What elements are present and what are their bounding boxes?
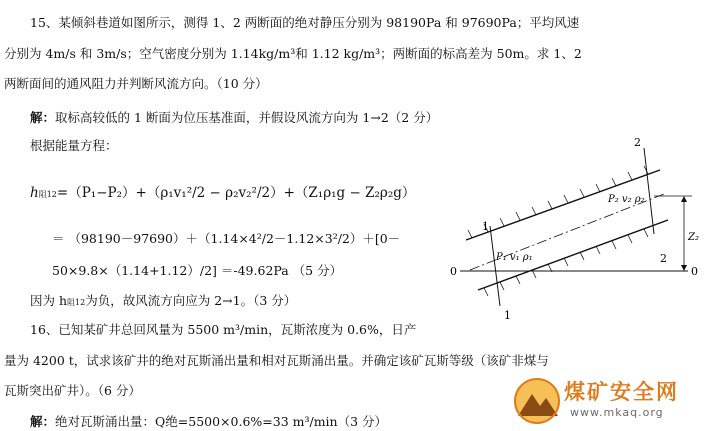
- label-0-right: 0: [691, 265, 698, 278]
- label-1-bottom: 1: [504, 309, 511, 322]
- energy-equation-heading: 根据能量方程：: [30, 138, 118, 153]
- solution-label: 解：: [30, 110, 56, 125]
- conclusion-b: 为负，故风流方向应为 2→1。（3 分）: [85, 293, 297, 308]
- formula-lhs: h: [30, 185, 39, 201]
- q15-line1: 15、某倾斜巷道如图所示，测得 1、2 两断面的绝对静压分别为 98190Pa 和 97690Pa；平均风速: [30, 15, 580, 30]
- q15-line2: 分别为 4m/s 和 3m/s；空气密度分别为 1.14kg/m³和 1.12 kg/m³；两断面的标高差为 50m。求 1、2: [4, 46, 582, 61]
- calc-line2: 50×9.8×（1.14+1.12）/2] ＝-49.62Pa （5 分）: [52, 263, 343, 278]
- q16-line1: 16、已知某矿井总回风量为 5500 m³/min，瓦斯浓度为 0.6%，日产: [30, 322, 417, 337]
- watermark-url: www.mkaq.org: [570, 406, 664, 419]
- label-0-left: 0: [450, 265, 457, 278]
- upper-wall: [466, 170, 660, 240]
- formula-part1: =（P₁−P₂）+（: [56, 185, 161, 201]
- q16-line2: 量为 4200 t，试求该矿井的绝对瓦斯涌出量和相对瓦斯涌出量。并确定该矿瓦斯等级（该矿非煤与: [4, 353, 549, 368]
- energy-formula: [30, 181, 415, 201]
- z2-arrow-up: [681, 196, 687, 202]
- section-2-line: [644, 148, 654, 234]
- solution-text: 取标高较低的 1 断面为位压基准面，并假设风流方向为 1→2（2 分）: [55, 110, 439, 125]
- label-p2v2: P₂ v₂ ρ₂: [608, 194, 645, 205]
- formula-lhs-sub: 阻12: [38, 190, 57, 199]
- q16-solution: [30, 412, 387, 430]
- q16-solution-text: 绝对瓦斯涌出量：Q绝=5500×0.6%=33 m³/min（3 分）: [55, 414, 388, 429]
- calc-line1: ＝ （98190－97690）＋（1.14×4²/2－1.12×3²/2）＋[0－: [52, 231, 401, 246]
- q16-solution-label: 解：: [30, 414, 56, 429]
- formula-part3: ）+（Z₁ρ₁g − Z₂ρ₂g）: [270, 185, 416, 201]
- label-2-bottom: 2: [660, 252, 667, 265]
- q15-solution: [30, 108, 438, 126]
- z2-arrow-down: [681, 265, 687, 271]
- label-p1v1: P₁ v₁ ρ₁: [496, 252, 533, 263]
- conclusion-a: 因为 h: [30, 293, 68, 308]
- q16-line3: 瓦斯突出矿井）。（6 分）: [4, 383, 141, 398]
- watermark-logo: [508, 372, 704, 431]
- formula-part2: ρ₁v₁²/2 − ρ₂v₂²/2: [160, 185, 271, 201]
- section-1-line: [490, 226, 500, 306]
- mountain-sun-icon: [512, 376, 562, 426]
- inclined-roadway-diagram: [448, 130, 700, 326]
- q15-conclusion: [30, 291, 296, 309]
- conclusion-sub: 阻12: [67, 298, 86, 307]
- q15-line3: 两断面间的通风阻力并判断风流方向。（10 分）: [4, 76, 268, 91]
- label-1-top: 1: [482, 220, 489, 233]
- label-2-top: 2: [634, 136, 641, 149]
- watermark-chinese-text: 煤矿安全网: [564, 379, 679, 404]
- label-z2: Z₂: [688, 232, 699, 243]
